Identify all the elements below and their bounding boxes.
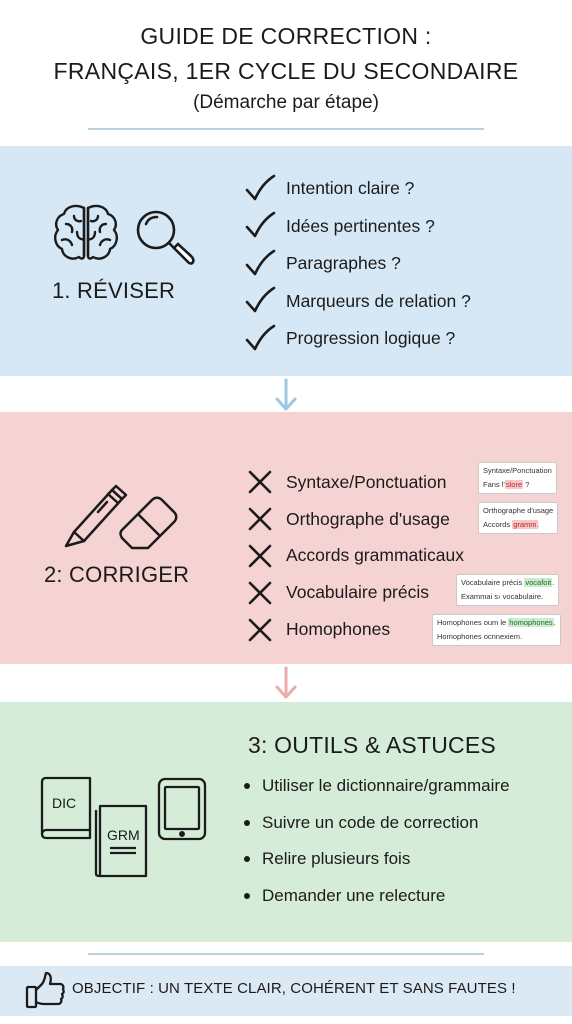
- header: [0, 0, 572, 135]
- list-item: [244, 501, 464, 538]
- example-line: Syntaxe/Ponctuation: [483, 466, 552, 475]
- tip-label: Relire plusieurs fois: [262, 849, 411, 869]
- page-title-line2: FRANÇAIS, 1ER CYCLE DU SECONDAIRE: [53, 58, 519, 84]
- list-item: [244, 841, 510, 878]
- cross-icon: [244, 577, 276, 609]
- list-item: [244, 768, 510, 805]
- list-item: [244, 464, 464, 501]
- footer-divider: [88, 953, 484, 955]
- checklist-label: Progression logique ?: [286, 328, 456, 349]
- checklist-label: Orthographe d'usage: [286, 508, 450, 529]
- brain-icon: [52, 202, 120, 264]
- example-line: Homophones ocnnexiem.: [437, 632, 523, 641]
- checkmark-icon: [244, 210, 276, 242]
- tip-label: Utiliser le dictionnaire/grammaire: [262, 776, 510, 796]
- list-item: [244, 574, 464, 611]
- checkmark-icon: [244, 248, 276, 280]
- example-line: Fans l'slore ?: [483, 480, 530, 489]
- checkmark-icon: [244, 173, 276, 205]
- example-card-spelling: [478, 502, 558, 534]
- example-line: Vocabulaire précis vocafoit.: [461, 578, 555, 587]
- tip-label: Suivre un code de correction: [262, 812, 479, 832]
- step1-title: 1. RÉVISER: [52, 278, 176, 303]
- grammar-book-icon: [92, 804, 150, 878]
- step1-revise-section: [0, 146, 572, 376]
- checklist-label: Idées pertinentes ?: [286, 215, 435, 236]
- checklist-label: Intention claire ?: [286, 178, 415, 199]
- list-item: [244, 208, 471, 246]
- checklist-label: Marqueurs de relation ?: [286, 290, 471, 311]
- example-card-vocabulary: [456, 574, 559, 606]
- objective-banner: [0, 966, 572, 1016]
- list-item: [244, 878, 510, 915]
- error-highlight: gramm: [513, 520, 537, 529]
- tip-label: Demander une relecture: [262, 885, 446, 905]
- list-item: [244, 170, 471, 208]
- bullet-icon: [244, 820, 250, 826]
- page-title-line1: GUIDE DE CORRECTION :: [140, 23, 432, 49]
- dictionary-book-icon: [38, 776, 94, 840]
- list-item: [244, 805, 510, 842]
- list-item: [244, 320, 471, 358]
- magnifying-glass-icon: [132, 206, 196, 270]
- checkmark-icon: [244, 323, 276, 355]
- checklist-label: Accords grammaticaux: [286, 545, 464, 566]
- bullet-icon: [244, 856, 250, 862]
- step3-tools-section: [0, 702, 572, 942]
- example-card-homophones: [432, 614, 561, 646]
- checkmark-icon: [244, 285, 276, 317]
- eraser-icon: [118, 492, 180, 550]
- down-arrow-icon: [274, 378, 298, 412]
- list-item: [244, 245, 471, 283]
- thumbs-up-icon: [24, 970, 66, 1010]
- page-subtitle: (Démarche par étape): [193, 92, 379, 113]
- example-line: Orthographe d'usage: [483, 506, 554, 515]
- step2-correct-section: [0, 412, 572, 664]
- tablet-icon: [156, 776, 208, 842]
- correction-highlight: vocafoit: [525, 578, 552, 587]
- example-line: Homophones oum le homophones.: [437, 618, 556, 627]
- dictionary-label: DIC: [52, 795, 77, 811]
- grammar-label: GRM: [107, 827, 140, 843]
- cross-icon: [244, 614, 276, 646]
- list-item: [244, 538, 464, 575]
- checklist-label: Paragraphes ?: [286, 253, 401, 274]
- header-divider: [88, 128, 484, 130]
- step3-title: 3: OUTILS & ASTUCES: [248, 732, 496, 758]
- step2-title: 2: CORRIGER: [44, 562, 190, 587]
- step3-tips-list: [244, 768, 510, 914]
- cross-icon: [244, 503, 276, 535]
- list-item: [244, 611, 464, 648]
- objective-text: OBJECTIF : UN TEXTE CLAIR, COHÉRENT ET SANS FAUTES !: [72, 980, 516, 997]
- bullet-icon: [244, 783, 250, 789]
- example-line: Accords gramm.: [483, 520, 540, 529]
- down-arrow-icon: [274, 666, 298, 700]
- correction-highlight: homophones: [509, 618, 553, 627]
- cross-icon: [244, 540, 276, 572]
- list-item: [244, 283, 471, 321]
- checklist-label: Homophones: [286, 619, 391, 640]
- checklist-label: Vocabulaire précis: [286, 582, 429, 603]
- example-card-syntax: [478, 462, 557, 494]
- error-highlight: slore: [505, 480, 523, 489]
- step2-checklist: [244, 464, 464, 648]
- cross-icon: [244, 466, 276, 498]
- checklist-label: Syntaxe/Ponctuation: [286, 471, 447, 492]
- step1-checklist: [244, 170, 471, 358]
- example-line: Exammai s› vocabulaire.: [461, 592, 544, 601]
- bullet-icon: [244, 893, 250, 899]
